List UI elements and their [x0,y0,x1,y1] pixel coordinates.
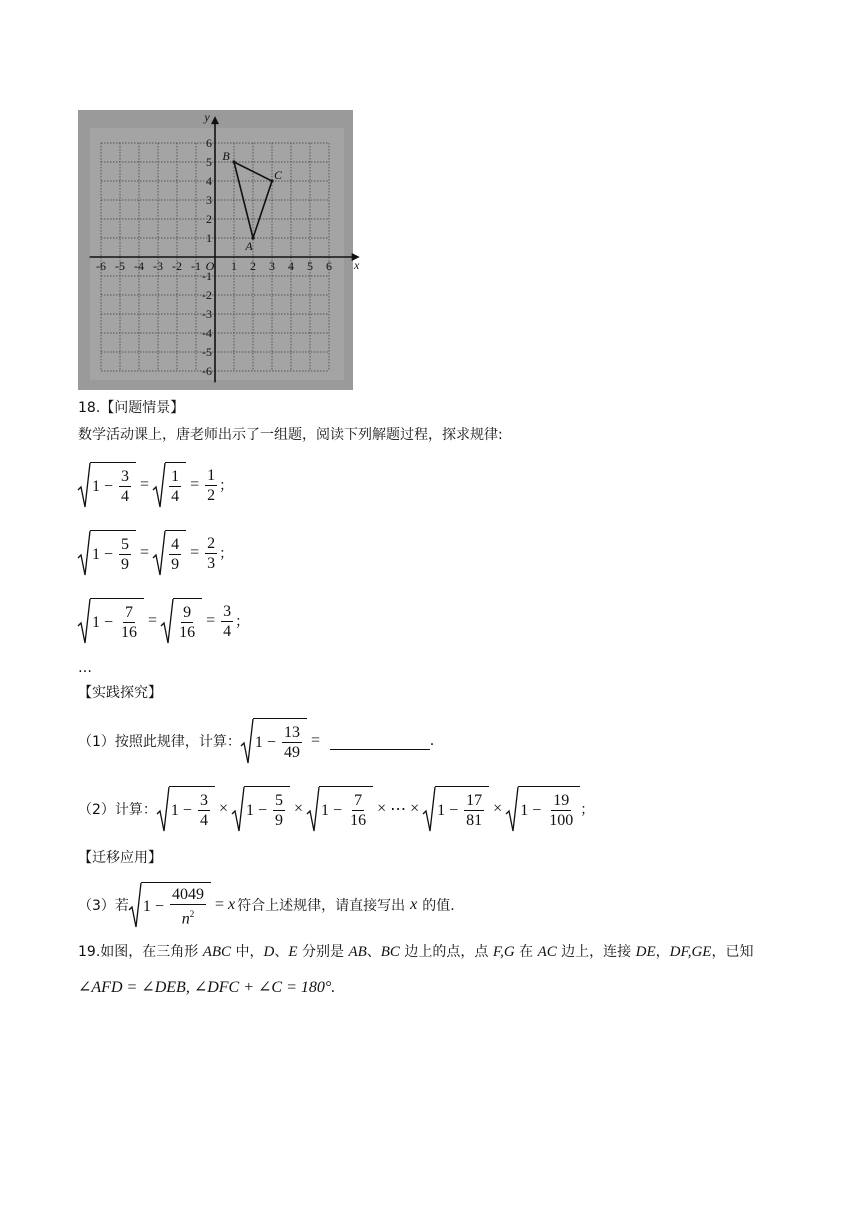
sqrt-sign-icon [241,718,253,764]
denominator: 81 [466,812,483,829]
fraction [177,603,197,642]
x-tick-label: -2 [172,259,182,273]
numerator: 5 [121,536,130,553]
denominator: 16 [350,812,367,829]
sqrt-sign-icon [153,462,165,508]
point-label-b: B [222,149,230,163]
point-b [232,160,235,163]
radical [506,786,580,832]
q19-var: BC [380,944,400,960]
part-3-text: 符合上述规律，请直接写出 [237,898,406,915]
sqrt-sign-icon [161,598,173,644]
fraction [169,535,181,574]
numerator: 4 [171,536,180,553]
denominator [180,905,197,928]
part-1-label: （1）按照此规律，计算： [78,734,241,750]
minus-sign: − [257,801,268,819]
y-tick-label: -4 [202,326,212,340]
fraction [273,791,285,830]
semicolon: ； [580,802,595,818]
figure-background [90,128,344,380]
minus-sign: − [449,801,459,819]
x-axis-label: x [354,258,360,272]
minus-sign: − [182,801,192,819]
fraction [348,791,368,830]
radical [78,462,136,508]
q19-text: ， [655,944,670,960]
fraction [170,885,206,928]
fraction [205,534,217,573]
sqrt-sign-icon [232,786,244,832]
equals-sign: = [190,476,200,493]
one: 1 [142,897,151,915]
apply-title: 【迁移应用】 [78,850,162,866]
x-tick-label: -4 [134,259,144,273]
one: 1 [92,545,100,563]
q19-text: 边上的点，点 [399,944,493,960]
one: 1 [92,613,100,631]
numerator: 13 [283,724,300,741]
radical [129,882,211,928]
origin-label: O [205,259,215,273]
denominator: 4 [199,812,208,829]
q18-example-3 [78,598,249,644]
fraction [169,467,181,506]
q19-text: 、 [274,944,289,960]
radical [307,786,373,832]
minus-sign: − [104,477,114,495]
x-tick-label: 6 [326,259,332,273]
times-sign: × [493,800,503,817]
numerator: 1 [171,468,180,485]
sqrt-sign-icon [78,598,90,644]
part-3-end: 的值. [422,898,455,915]
fraction [205,466,217,505]
q19-text: 在 [514,944,538,960]
one: 1 [437,801,446,819]
answer-blank[interactable] [330,733,430,750]
minus-sign: − [154,897,164,915]
part-3-prefix: （3）若 [78,898,129,915]
radical [232,786,290,832]
x-tick-label: -3 [153,259,163,273]
radical [153,462,186,508]
q19-var: AC [537,944,557,960]
point-label-c: C [273,168,283,182]
semicolon: ； [235,614,250,630]
q18-intro: 数学活动课上，唐老师出示了一组题，阅读下列解题过程，探求规律: [78,427,503,443]
y-axis-arrow-icon [211,116,219,124]
equals-sign: = [214,896,224,914]
equals-sign: = [140,476,150,493]
x-tick-label: -5 [115,259,125,273]
minus-sign: − [104,613,114,631]
radical [423,786,489,832]
sqrt-sign-icon [307,786,319,832]
equals-sign: = [148,612,158,629]
denominator: 9 [275,812,284,829]
sqrt-sign-icon [423,786,435,832]
radical [78,598,144,644]
one: 1 [254,733,263,751]
fraction [198,791,210,830]
q18-part-3 [78,882,455,928]
q19-var: E [288,944,298,960]
one: 1 [321,801,330,819]
denominator: 2 [207,486,216,504]
q19-var: DE [635,944,656,960]
exponent: 2 [189,909,195,919]
x-tick-label: 3 [269,259,275,273]
x-tick-label: 2 [250,259,256,273]
y-tick-label: 1 [206,231,212,245]
q19-var: AB [348,944,367,960]
radical [161,598,202,644]
y-tick-label: -2 [202,288,212,302]
sqrt-sign-icon [78,462,90,508]
denominator: 4 [121,488,130,505]
q18-example-2 [78,530,233,576]
q18-part-1 [78,718,434,764]
variable-x: x [410,896,418,914]
fraction [547,791,575,830]
sqrt-sign-icon [153,530,165,576]
radical [78,530,136,576]
coordinate-grid-svg [78,110,360,390]
numerator: 7 [354,792,363,809]
y-tick-label: -5 [202,345,212,359]
radical [241,718,307,764]
x-tick-label: 1 [231,259,237,273]
period: . [429,732,434,749]
q19-var: ABC [202,944,232,960]
numerator: 7 [125,604,134,621]
sqrt-sign-icon [157,786,169,832]
minus-sign: − [104,545,114,563]
numerator: 3 [199,792,208,809]
y-tick-label: -1 [202,269,212,283]
denominator: 16 [121,624,138,641]
denominator: 9 [121,556,130,573]
q18-part-2 [78,786,594,832]
denominator: 49 [283,744,300,761]
numerator: 5 [275,792,284,809]
numerator: 19 [553,792,570,809]
denominator: 9 [171,556,180,573]
sqrt-sign-icon [506,786,518,832]
q19-var: F,G [492,944,515,960]
semicolon: ； [219,478,234,494]
equals-sign: = [310,732,320,749]
numerator: 9 [183,604,192,621]
y-tick-label: 3 [206,193,212,207]
fraction [221,602,233,641]
q19-text: ，已知 [711,944,754,960]
y-tick-label: 5 [206,155,212,169]
ellipsis: … [78,660,92,676]
numerator: 1 [207,466,216,484]
semicolon: ； [219,546,234,562]
numerator: 3 [121,468,130,485]
numerator: 3 [223,602,232,620]
one: 1 [245,801,254,819]
practice-title: 【实践探究】 [78,685,162,701]
times-sign: × [218,800,228,817]
coordinate-grid-figure [78,110,360,390]
q18-title: 18.【问题情景】 [78,400,185,416]
fraction [464,791,484,830]
y-tick-label: 6 [206,136,212,150]
denominator: 4 [171,488,180,505]
denominator: 4 [223,622,232,640]
sqrt-sign-icon [129,882,141,928]
y-tick-label: 2 [206,212,212,226]
q18-example-1 [78,462,233,508]
radical [157,786,215,832]
sqrt-sign-icon [78,530,90,576]
q19-text: 19.如图，在三角形 [78,944,203,960]
q19-text: 中， [231,944,264,960]
equals-sign: = [190,544,200,561]
denominator: 100 [549,812,574,829]
q19-line-2: ∠AFD = ∠DEB, ∠DFC + ∠C = 180°. [78,979,336,996]
q19-var: DF,GE [669,944,712,960]
numerator: 4049 [171,886,204,903]
fraction [282,723,302,762]
x-tick-label: -6 [96,259,106,273]
denominator: 3 [207,554,216,572]
equals-sign: = [140,544,150,561]
minus-sign: − [333,801,343,819]
y-tick-label: -6 [202,364,212,378]
y-axis-label: y [204,110,210,125]
fraction [119,603,139,642]
variable-x: x [227,896,236,914]
q19-text: 分别是 [297,944,349,960]
x-tick-label: 4 [288,259,294,273]
denominator: 16 [179,624,196,641]
times-sign: × [410,800,420,817]
y-tick-label: 4 [206,174,212,188]
one: 1 [92,477,100,495]
minus-sign: − [532,801,542,819]
q19-text: 边上，连接 [556,944,636,960]
fraction [119,535,131,574]
times-sign: × [294,800,304,817]
q19-var: D [263,944,275,960]
y-tick-label: -3 [202,307,212,321]
q19-line-1 [78,945,753,960]
cdots: ⋯ [390,801,407,818]
numerator: 2 [207,534,216,552]
q19-text: 、 [366,944,381,960]
variable-n: n [181,910,190,928]
one: 1 [520,801,529,819]
radical [153,530,186,576]
equals-sign: = [206,612,216,629]
part-2-label: （2）计算： [78,802,157,818]
x-tick-label: 5 [307,259,313,273]
minus-sign: − [266,733,276,751]
one: 1 [170,801,179,819]
x-tick-label: -1 [191,259,201,273]
numerator: 17 [466,792,483,809]
times-sign: × [377,800,387,817]
fraction [119,467,131,506]
point-label-a: A [245,239,253,253]
